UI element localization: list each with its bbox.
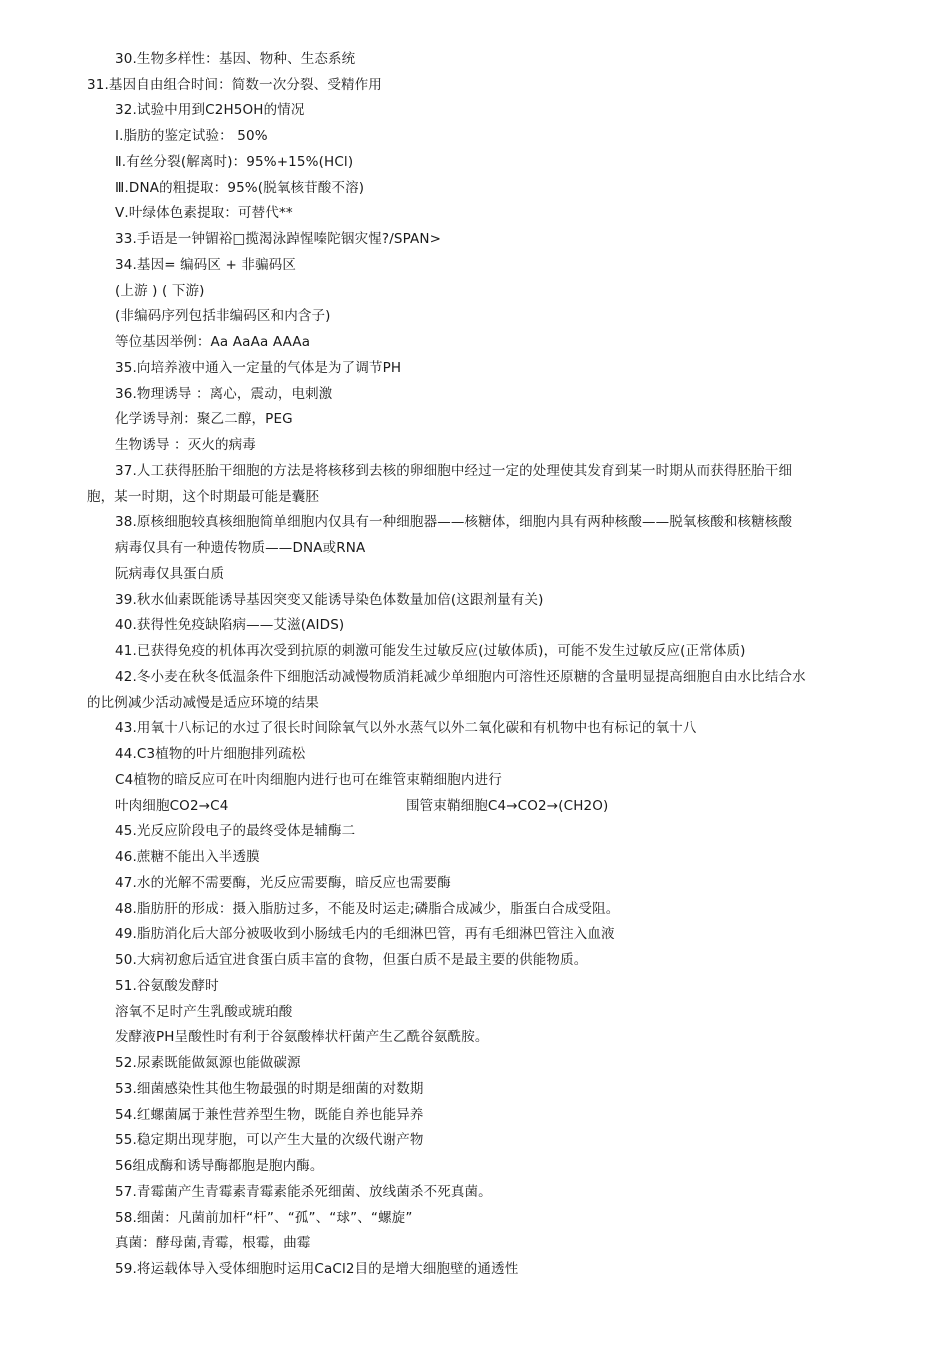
text-line-42: 42.冬小麦在秋冬低温条件下细胞活动减慢物质消耗减少单细胞内可溶性还原糖的含量明显提高细胞自由水比结合水 xyxy=(115,669,806,685)
text-line-54: 54.红螺菌属于兼性营养型生物，既能自养也能异养 xyxy=(115,1107,424,1123)
text-line-32-iii: Ⅲ.DNA的粗提取：95%(脱氧核苷酸不溶) xyxy=(115,180,365,196)
text-line-50: 50.大病初愈后适宜进食蛋白质丰富的食物，但蛋白质不是最主要的供能物质。 xyxy=(115,952,588,968)
text-line-36: 36.物理诱导 ：离心，震动，电刺激 xyxy=(115,386,333,402)
text-line-38: 38.原核细胞较真核细胞简单细胞内仅具有一种细胞器——核糖体，细胞内具有两种核酸——脱氧核酸和核糖核酸 xyxy=(115,514,793,530)
text-line-34-noncoding: (非编码序列包括非编码区和内含子) xyxy=(115,308,331,324)
text-line-55: 55.稳定期出现芽胞，可以产生大量的次级代谢产物 xyxy=(115,1132,424,1148)
text-line-56: 56组成酶和诱导酶都胞是胞内酶。 xyxy=(115,1158,324,1174)
text-line-33: 33.手语是一钟镅裕□揽渴泳踔惺嗪陀铟灾惺?/SPAN> xyxy=(115,231,442,247)
text-line-31: 31.基因自由组合时间：简数一次分裂、受精作用 xyxy=(87,77,382,93)
text-line-34-upstream: (上游 ) ( 下游) xyxy=(115,283,205,299)
text-line-37: 37.人工获得胚胎干细胞的方法是将核移到去核的卵细胞中经过一定的处理使其发育到某一时期从而获得胚胎干细 xyxy=(115,463,793,479)
text-line-34: 34.基因= 编码区 + 非骗码区 xyxy=(115,257,297,273)
text-line-44: 44.C3植物的叶片细胞排列疏松 xyxy=(115,746,306,762)
text-line-44-mesophyll: 叶肉细胞CO2→C4 xyxy=(115,798,229,814)
text-line-44-bundle-sheath: 围管束鞘细胞C4→CO2→(CH2O) xyxy=(406,798,609,814)
text-line-40: 40.获得性免疫缺陷病——艾滋(AIDS) xyxy=(115,617,345,633)
text-line-51-oxygen: 溶氧不足时产生乳酸或琥珀酸 xyxy=(115,1004,293,1020)
text-line-45: 45.光反应阶段电子的最终受体是辅酶二 xyxy=(115,823,356,839)
text-line-43: 43.用氧十八标记的水过了很长时间除氧气以外水蒸气以外二氧化碳和有机物中也有标记的氧十八 xyxy=(115,720,697,736)
text-line-32-i: Ⅰ.脂肪的鉴定试验： 50% xyxy=(115,128,268,144)
text-line-57: 57.青霉菌产生青霉素青霉素能杀死细菌、放线菌杀不死真菌。 xyxy=(115,1184,492,1200)
text-line-32: 32.试验中用到C2H5OH的情况 xyxy=(115,102,305,118)
text-line-51-ph: 发酵液PH呈酸性时有利于谷氨酸棒状杆菌产生乙酰谷氨酰胺。 xyxy=(115,1029,489,1045)
text-line-36-biological: 生物诱导 ：灭火的病毒 xyxy=(115,437,256,453)
text-line-53: 53.细菌感染性其他生物最强的时期是细菌的对数期 xyxy=(115,1081,424,1097)
text-line-59: 59.将运载体导入受体细胞时运用CaCl2目的是增大细胞壁的通透性 xyxy=(115,1261,519,1277)
text-line-47: 47.水的光解不需要酶，光反应需要酶，暗反应也需要酶 xyxy=(115,875,451,891)
text-line-38-virus: 病毒仅具有一种遗传物质——DNA或RNA xyxy=(115,540,366,556)
text-line-44-c4: C4植物的暗反应可在叶肉细胞内进行也可在维管束鞘细胞内进行 xyxy=(115,772,502,788)
text-line-41: 41.已获得免疫的机体再次受到抗原的刺激可能发生过敏反应(过敏体质)，可能不发生过敏反应(正常体质) xyxy=(115,643,746,659)
text-line-52: 52.尿素既能做氮源也能做碳源 xyxy=(115,1055,301,1071)
text-line-48: 48.脂肪肝的形成：摄入脂肪过多，不能及时运走;磷脂合成减少，脂蛋白合成受阻。 xyxy=(115,901,620,917)
text-line-37-cont: 胞，某一时期，这个时期最可能是囊胚 xyxy=(87,489,320,505)
text-line-49: 49.脂肪消化后大部分被吸收到小肠绒毛内的毛细淋巴管，再有毛细淋巴管注入血液 xyxy=(115,926,615,942)
text-line-58-fungi: 真菌：酵母菌,青霉，根霉，曲霉 xyxy=(115,1235,311,1251)
text-line-30: 30.生物多样性：基因、物种、生态系统 xyxy=(115,51,356,67)
text-line-42-cont: 的比例减少活动减慢是适应环境的结果 xyxy=(87,695,320,711)
text-line-36-chemical: 化学诱导剂：聚乙二醇，PEG xyxy=(115,411,293,427)
text-line-32-v: Ⅴ.叶绿体色素提取：可替代** xyxy=(115,205,293,221)
text-line-35: 35.向培养液中通入一定量的气体是为了调节PH xyxy=(115,360,402,376)
text-line-58: 58.细菌：凡菌前加杆“杆”、“孤”、“球”、“螺旋” xyxy=(115,1210,413,1226)
text-line-39: 39.秋水仙素既能诱导基因突变又能诱导染色体数量加倍(这跟剂量有关) xyxy=(115,592,544,608)
text-line-38-prion: 阮病毒仅具蛋白质 xyxy=(115,566,225,582)
text-line-51: 51.谷氨酸发酵时 xyxy=(115,978,219,994)
text-line-34-alleles: 等位基因举例：Aa AaAa AAAa xyxy=(115,334,311,350)
text-line-32-ii: Ⅱ.有丝分裂(解离时)：95%+15%(HCl) xyxy=(115,154,354,170)
text-line-46: 46.蔗糖不能出入半透膜 xyxy=(115,849,260,865)
